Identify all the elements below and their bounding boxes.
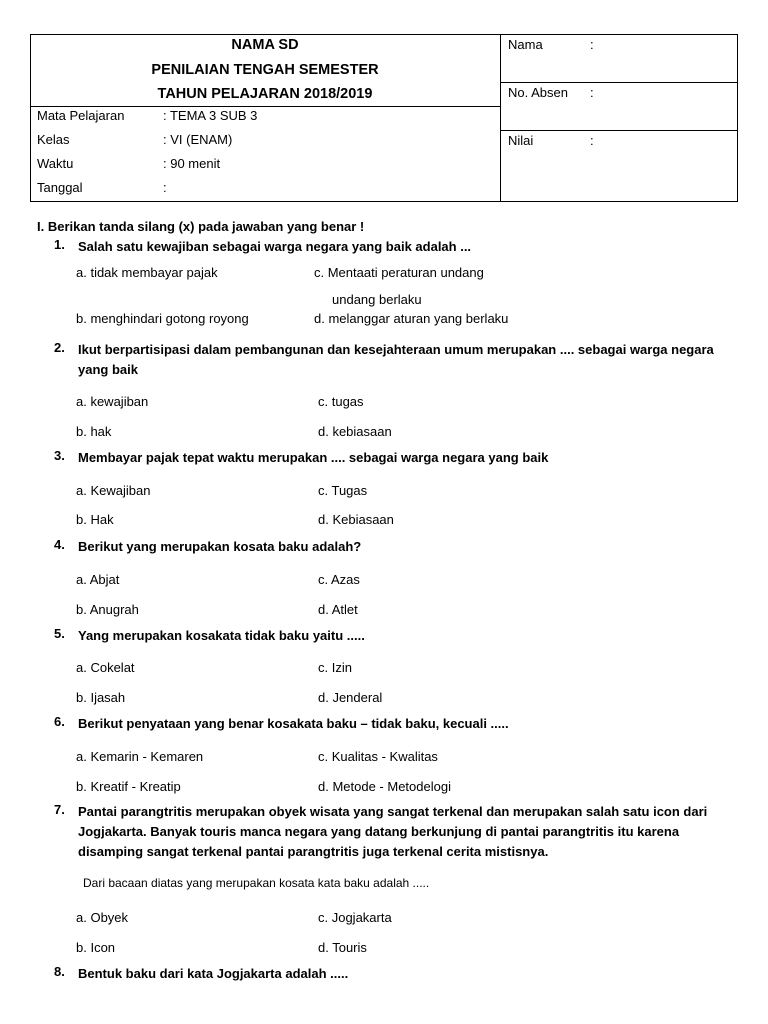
header-divider-right-2: [500, 130, 738, 131]
q3-option-b: b. Hak: [76, 512, 114, 527]
question-5-number: 5.: [54, 626, 65, 641]
score-colon: :: [590, 133, 594, 148]
subject-label: Mata Pelajaran: [37, 108, 125, 123]
q4-option-b: b. Anugrah: [76, 602, 139, 617]
q4-option-c: c. Azas: [318, 572, 360, 587]
q2-option-a: a. kewajiban: [76, 394, 149, 409]
question-2-text: Ikut berpartisipasi dalam pembangunan dan kesejahteraan umum merupakan .... sebagai warga negara yang baik: [78, 342, 714, 377]
academic-year: TAHUN PELAJARAN 2018/2019: [157, 86, 373, 102]
q6-option-b: b. Kreatif - Kreatip: [76, 779, 181, 794]
header-divider-left: [30, 106, 500, 107]
question-6-number: 6.: [54, 714, 65, 729]
q5-option-d: d. Jenderal: [318, 690, 383, 705]
question-3-number: 3.: [54, 448, 65, 463]
time-label: Waktu: [37, 156, 74, 171]
q1-option-c: c. Mentaati peraturan undang: [314, 265, 484, 280]
q3-option-a: a. Kewajiban: [76, 483, 151, 498]
q4-option-d: d. Atlet: [318, 602, 358, 617]
q2-option-d: d. kebiasaan: [318, 424, 392, 439]
name-label: Nama: [508, 37, 543, 52]
question-7-subquestion: Dari bacaan diatas yang merupakan kosata kata baku adalah .....: [83, 876, 430, 890]
q2-option-b: b. hak: [76, 424, 112, 439]
q7-option-b: b. Icon: [76, 940, 116, 955]
date-label: Tanggal: [37, 180, 83, 195]
time-value: : 90 menit: [163, 156, 221, 171]
class-label: Kelas: [37, 132, 70, 147]
q5-option-b: b. Ijasah: [76, 690, 126, 705]
q5-option-c: c. Izin: [318, 660, 352, 675]
subject-value: : TEMA 3 SUB 3: [163, 108, 258, 123]
q2-option-c: c. tugas: [318, 394, 364, 409]
question-6-text: Berikut penyataan yang benar kosakata baku – tidak baku, kecuali .....: [78, 716, 509, 731]
question-3-text: Membayar pajak tepat waktu merupakan .... sebagai warga negara yang baik: [78, 450, 549, 465]
class-value: : VI (ENAM): [163, 132, 233, 147]
question-8-number: 8.: [54, 964, 65, 979]
q3-option-d: d. Kebiasaan: [318, 512, 394, 527]
name-colon: :: [590, 37, 594, 52]
q3-option-c: c. Tugas: [318, 483, 368, 498]
question-8-text: Bentuk baku dari kata Jogjakarta adalah .....: [78, 966, 349, 981]
question-5-text: Yang merupakan kosakata tidak baku yaitu .....: [78, 628, 365, 643]
q5-option-a: a. Cokelat: [76, 660, 135, 675]
q6-option-d: d. Metode - Metodelogi: [318, 779, 451, 794]
q7-option-a: a. Obyek: [76, 910, 129, 925]
question-7-number: 7.: [54, 802, 65, 817]
q1-option-d: d. melanggar aturan yang berlaku: [314, 311, 509, 326]
absen-label: No. Absen: [508, 85, 568, 100]
q7-option-d: d. Touris: [318, 940, 367, 955]
q1-option-a: a. tidak membayar pajak: [76, 265, 218, 280]
q6-option-c: c. Kualitas - Kwalitas: [318, 749, 438, 764]
q4-option-a: a. Abjat: [76, 572, 120, 587]
question-4-text: Berikut yang merupakan kosata baku adalah?: [78, 539, 362, 554]
q1-option-b: b. menghindari gotong royong: [76, 311, 249, 326]
absen-colon: :: [590, 85, 594, 100]
header-table: [30, 34, 738, 202]
exam-title: PENILAIAN TENGAH SEMESTER: [151, 62, 379, 78]
date-value: :: [163, 180, 167, 195]
question-4-number: 4.: [54, 537, 65, 552]
score-label: Nilai: [508, 133, 534, 148]
q7-option-c: c. Jogjakarta: [318, 910, 392, 925]
header-divider-vertical: [500, 34, 501, 202]
question-1-number: 1.: [54, 237, 65, 252]
q1-option-c-cont: undang berlaku: [332, 292, 422, 307]
question-2-number: 2.: [54, 340, 65, 355]
section-title: I. Berikan tanda silang (x) pada jawaban yang benar !: [37, 219, 365, 234]
header-divider-right-1: [500, 82, 738, 83]
school-name: NAMA SD: [231, 37, 299, 53]
question-1-text: Salah satu kewajiban sebagai warga negara yang baik adalah ...: [78, 239, 472, 254]
question-7-text: Pantai parangtritis merupakan obyek wisata yang sangat terkenal dan merupakan salah satu icon dari Jogjakarta. Banyak touris manca negara yang datang berkunjung di pantai parangtritis itu karena disamping sangat terkenal pantai parangtritis juga terkenal cerita mistisnya.: [78, 804, 708, 859]
q6-option-a: a. Kemarin - Kemaren: [76, 749, 204, 764]
